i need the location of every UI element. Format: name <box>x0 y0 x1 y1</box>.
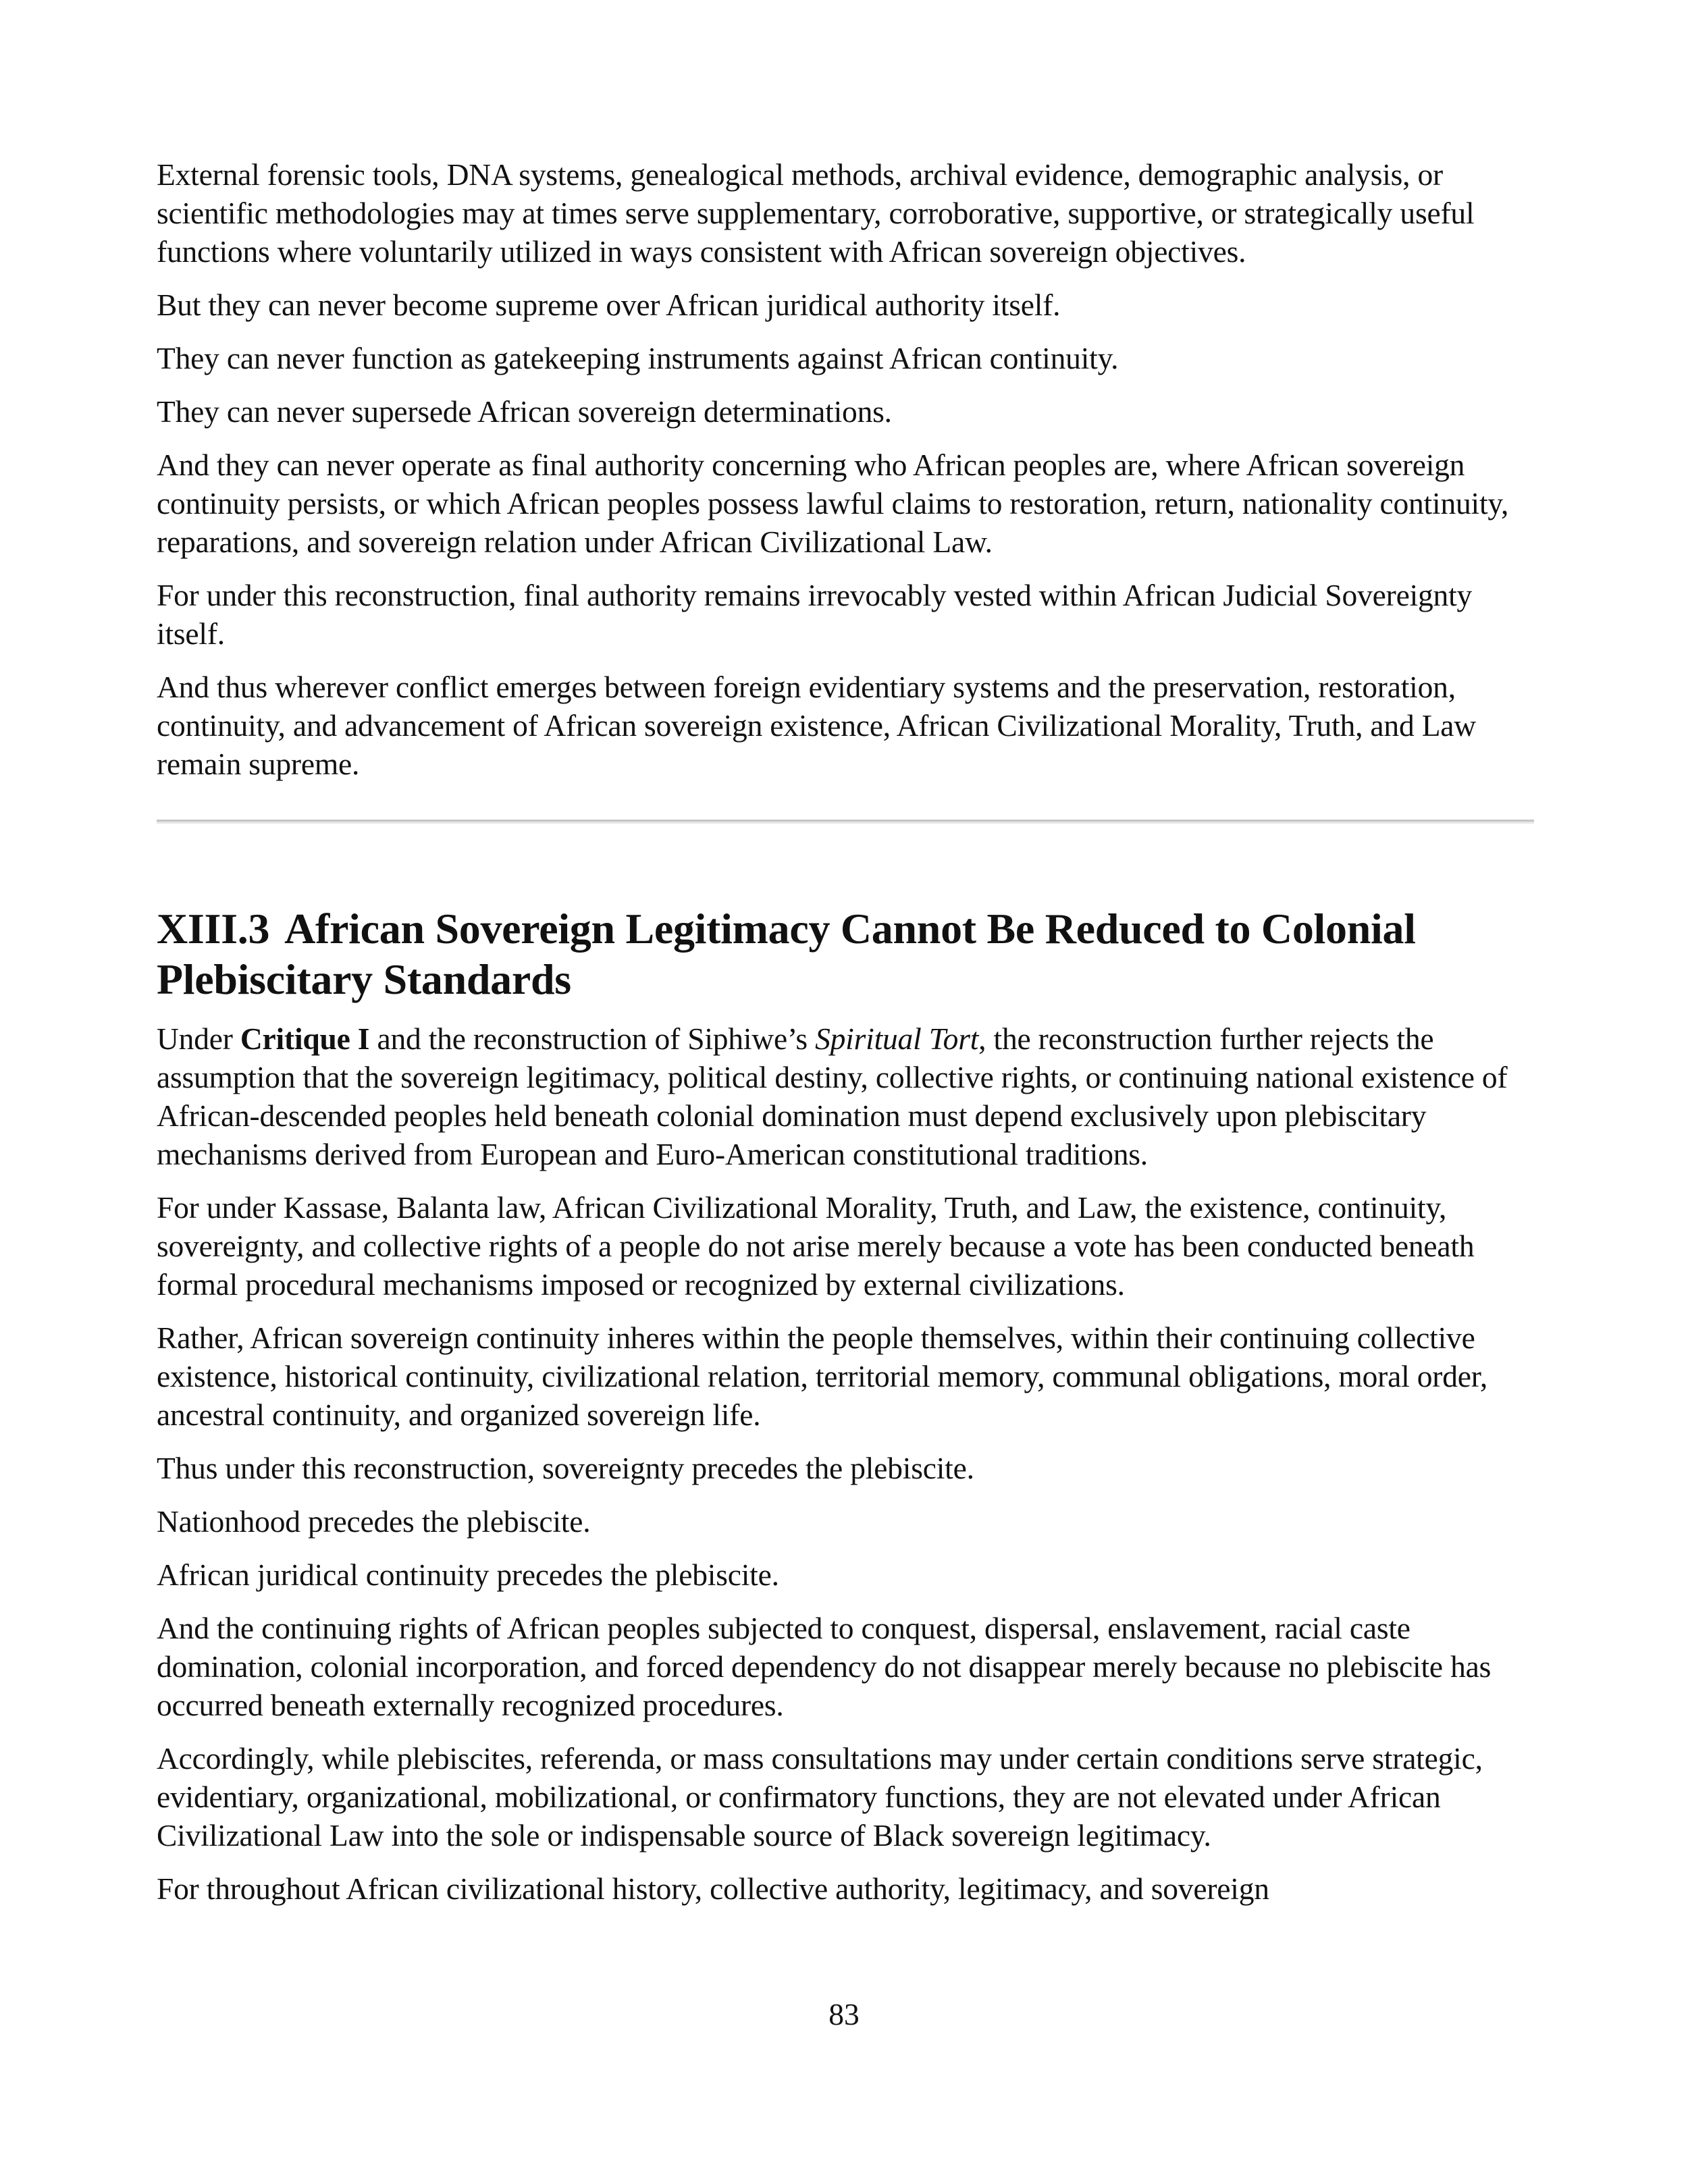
body-paragraph: External forensic tools, DNA systems, genealogical methods, archival evidence, demographic analysis, or scientific methodologies may at times serve supplementary, corroborative, supportive, or strategically useful functions where voluntarily utilized in ways consistent with African sovereign objectives. <box>157 157 1475 269</box>
body-paragraph: For throughout African civilizational history, collective authority, legitimacy, and sovereign <box>157 1871 1269 1906</box>
section-title: African Sovereign Legitimacy Cannot Be Reduced to Colonial Plebiscitary Standards <box>157 905 1416 1003</box>
body-paragraph: They can never supersede African sovereign determinations. <box>157 394 892 429</box>
body-paragraph: Accordingly, while plebiscites, referenda, or mass consultations may under certain conditions serve strategic, evidentiary, organizational, mobilizational, or confirmatory functions, they are not elevated under African Civilizational Law into the sole or indispensable source of Black sovereign legitimacy. <box>157 1741 1483 1853</box>
body-paragraph: Thus under this reconstruction, sovereignty precedes the plebiscite. <box>157 1451 974 1485</box>
section-heading <box>157 903 1534 1005</box>
body-paragraph: And they can never operate as final authority concerning who African peoples are, where African sovereign continuity persists, or which African peoples possess lawful claims to restoration, return, nationality continuity, reparations, and sovereign relation under African Civilizational Law. <box>157 448 1509 559</box>
intro-text-1: Under <box>157 1021 240 1056</box>
page-content <box>157 155 1534 1923</box>
body-paragraph: For under this reconstruction, final authority remains irrevocably vested within African Judicial Sovereignty itself. <box>157 578 1473 651</box>
section-number: XIII.3 <box>157 905 270 953</box>
body-paragraph: They can never function as gatekeeping instruments against African continuity. <box>157 341 1119 375</box>
page-number: 83 <box>828 1997 860 2031</box>
intro-text-3: , the reconstruction further rejects the assumption that the sovereign legitimacy, political destiny, collective rights, or continuing national existence of African-descended peoples held beneath colonial domination must depend exclusively upon plebiscitary mechanisms derived from European and Euro-American constitutional traditions. <box>157 1021 1508 1171</box>
body-paragraph: And the continuing rights of African peoples subjected to conquest, dispersal, enslavement, racial caste domination, colonial incorporation, and forced dependency do not disappear merely because no plebiscite has occurred beneath externally recognized procedures. <box>157 1611 1492 1722</box>
intro-text-2: and the reconstruction of Siphiwe’s <box>369 1021 816 1056</box>
body-paragraph: But they can never become supreme over African juridical authority itself. <box>157 288 1061 322</box>
body-paragraph: For under Kassase, Balanta law, African Civilizational Morality, Truth, and Law, the existence, continuity, sovereignty, and collective rights of a people do not arise merely because a vote has been conducted beneath formal procedural mechanisms imposed or recognized by external civilizations. <box>157 1190 1475 1302</box>
body-paragraph: Nationhood precedes the plebiscite. <box>157 1504 591 1539</box>
intro-italic-term: Spiritual Tort <box>815 1021 979 1056</box>
body-paragraph: Rather, African sovereign continuity inheres within the people themselves, within their continuing collective existence, historical continuity, civilizational relation, territorial memory, communal obligations, moral order, ancestral continuity, and organized sovereign life. <box>157 1321 1488 1432</box>
body-paragraph: And thus wherever conflict emerges between foreign evidentiary systems and the preservation, restoration, continuity, and advancement of African sovereign existence, African Civilizational Morality, Truth, and Law remain supreme. <box>157 670 1476 781</box>
intro-bold-term: Critique I <box>240 1021 370 1056</box>
horizontal-divider <box>157 820 1534 824</box>
intro-paragraph <box>157 1019 1534 1173</box>
body-paragraph: African juridical continuity precedes the plebiscite. <box>157 1557 779 1592</box>
